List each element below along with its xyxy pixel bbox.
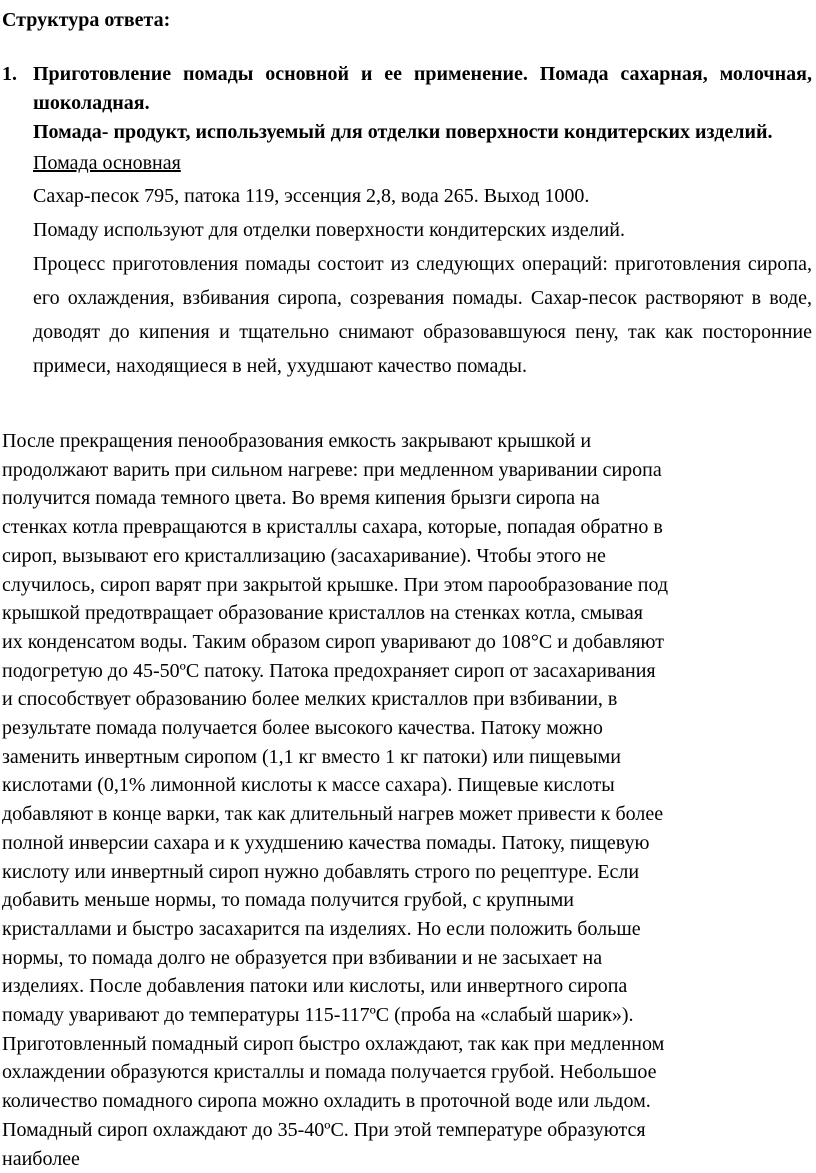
text-line: результате помада получается более высокого качества. Патоку можно (2, 717, 603, 740)
text-line: полной инверсии сахара и к ухудшению качества помады. Патоку, пищевую (2, 831, 650, 854)
text-line: получится помада темного цвета. Во время кипения брызги сиропа на (2, 487, 600, 510)
text-line: кислоту или инвертный сироп нужно добавлять строго по рецептуре. Если (2, 860, 640, 883)
text-line: помаду уваривают до температуры 115-117ºС (проба на «слабый шарик»). (2, 1004, 634, 1027)
text-line: кислотами (0,1% лимонной кислоты к массе сахара). Пищевые кислоты (2, 774, 615, 797)
text-line: заменить инвертным сиропом (1,1 кг вместо 1 кг патоки) или пищевыми (2, 745, 621, 768)
list-item-number: 1. (2, 63, 17, 85)
text-line: подогретую до 45-50ºС патоку. Патока предохраняет сироп от засахаривания (2, 659, 656, 682)
item-title: Приготовление помады основной и ее применение. Помада сахарная, молочная, шоколадная. (33, 63, 812, 114)
recipe-paragraph: Сахар-песок 795, патока 119, эссенция 2,8, вода 265. Выход 1000. (33, 185, 590, 207)
text-line: охлаждении образуются кристаллы и помада получается грубой. Небольшое (2, 1061, 657, 1084)
body-text (2, 427, 812, 1173)
text-line: случилось, сироп варят при закрытой крышке. При этом парообразование под (2, 573, 669, 596)
subsection-title: Помада основная (33, 152, 181, 174)
text-line: сироп, вызывают его кристаллизацию (засахаривание). Чтобы этого не (2, 544, 606, 567)
text-line: продолжают варить при сильном нагреве: при медленном уваривании сиропа (2, 458, 662, 481)
text-line: стенках котла превращаются в кристаллы сахара, которые, попадая обратно в (2, 516, 663, 539)
usage-paragraph: Помаду используют для отделки поверхности кондитерских изделий. (33, 219, 625, 241)
text-line: После прекращения пенообразования емкость закрывают крышкой и (2, 430, 592, 452)
definition: Помада- продукт, используемый для отделки поверхности кондитерских изделий. (33, 121, 773, 143)
text-line: и способствует образованию более мелких кристаллов при взбивании, в (2, 688, 618, 711)
text-line: крышкой предотвращает образование кристаллов на стенках котла, смывая (2, 602, 643, 625)
indented-paragraphs (33, 179, 812, 383)
document-heading: Структура ответа: (2, 9, 171, 31)
text-line: добавляют в конце варки, так как длительный нагрев может привести к более (2, 803, 664, 826)
text-line: их конденсатом воды. Таким образом сироп уваривают до 108°С и добавляют (2, 630, 664, 653)
text-line: кристаллами и быстро засахарится па изделиях. Но если положить больше (2, 917, 641, 940)
text-line: наиболее (2, 1147, 80, 1170)
text-line: нормы, то помада долго не образуется при взбивании и не засыхает на (2, 946, 603, 969)
list-item-1 (0, 60, 812, 383)
text-line: количество помадного сиропа можно охладить в проточной воде или льдом. (2, 1090, 651, 1113)
text-line: изделиях. После добавления патоки или кислоты, или инвертного сиропа (2, 975, 628, 998)
process-paragraph: Процесс приготовления помады состоит из следующих операций: приготовления сиропа, его охлаждения, взбивания сиропа, созревания помады. Сахар-песок растворяют в воде, доводят до кипения и тщательно снимают образовавшуюся пену, так как посторонние примеси, находящиеся в ней, ухудшают качество помады. (33, 253, 812, 377)
text-line: Помадный сироп охлаждают до 35-40ºС. При этой температуре образуются (2, 1118, 646, 1141)
text-line: Приготовленный помадный сироп быстро охлаждают, так как при медленном (2, 1032, 665, 1055)
text-line: добавить меньше нормы, то помада получится грубой, с крупными (2, 889, 574, 912)
